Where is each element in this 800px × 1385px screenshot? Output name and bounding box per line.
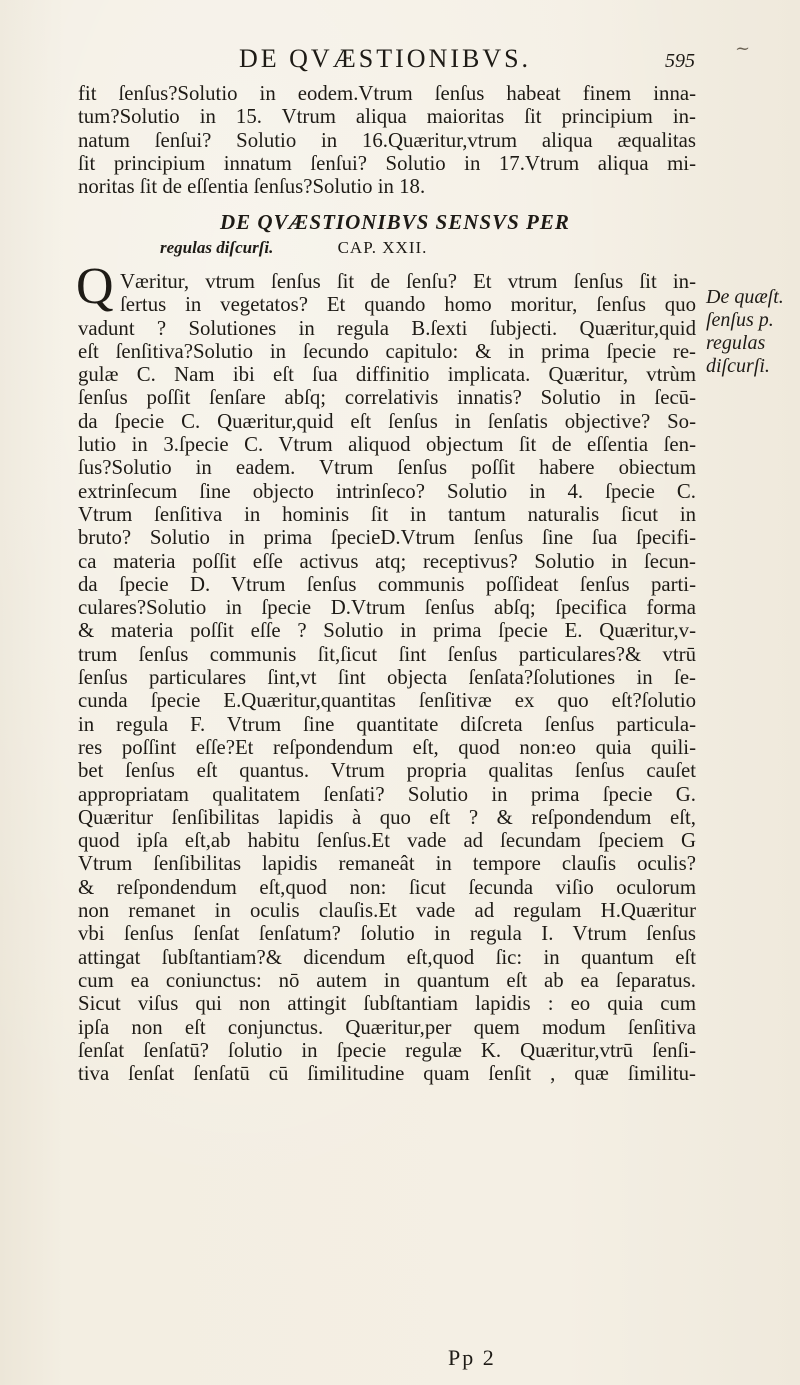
main-line: culares?Solutio in ſpecie D.Vtrum ſenſus abſq; ſpecifica forma xyxy=(78,596,696,620)
main-line: ſertus in vegetatos? Et quando homo moritur, ſenſus quo xyxy=(120,293,696,317)
signature-mark: Pp 2 xyxy=(448,1345,496,1370)
chapter-subtitle-line xyxy=(150,235,650,260)
drop-initial: Q xyxy=(76,258,114,315)
chapter-title: DE QVÆSTIONIBVS SENSVS PER xyxy=(220,210,570,234)
main-line: quod ipſa eſt,ab habitu ſenſus.Et vade ad ſecundam ſpeciem G xyxy=(78,829,696,853)
main-line: vadunt ? Solutiones in regula B.ſexti ſubjecti. Quæritur,quid xyxy=(78,316,696,340)
main-line: & reſpondendum eſt,quod non: ſicut ſecunda viſio oculorum xyxy=(78,875,696,899)
corner-mark: ~ xyxy=(735,38,751,59)
main-line: ſenſat ſenſatū? ſolutio in ſpecie regulæ K. Quæritur,vtrū ſenſi- xyxy=(78,1038,696,1062)
main-line: trum ſenſus communis ſit,ſicut ſint ſenſus particulares?& vtrū xyxy=(78,642,696,666)
main-line: bet ſenſus eſt quantus. Vtrum propria qualitas ſenſus cauſet xyxy=(78,759,696,783)
main-line: Vtrum ſenſitiva in hominis ſit in tantum naturalis ſicut in xyxy=(78,502,696,526)
main-line: da ſpecie C. Quæritur,quid eſt ſenſus in ſenſatis objective? So- xyxy=(78,409,696,433)
intro-paragraph xyxy=(78,82,696,198)
main-line: tiva ſenſat ſenſatū cū ſimilitudine quam ſenſit , quæ ſimilitu- xyxy=(78,1062,696,1086)
main-line: Vtrum ſenſibilitas lapidis remaneât in tempore clauſis oculis? xyxy=(78,852,696,876)
main-line: ſenſus poſſit ſenſare abſq; correlativis innatis? Solutio in ſecū- xyxy=(78,386,696,410)
marginal-note-line: De quæſt. xyxy=(706,286,784,308)
main-line: Sicut viſus qui non attingit ſubſtantiam lapidis : eo quia cum xyxy=(78,992,696,1016)
marginal-note-line: diſcurſi. xyxy=(706,355,770,377)
main-line: ſus?Solutio in eadem. Vtrum ſenſus poſſit habere obiectum xyxy=(78,456,696,480)
main-line: Quæritur ſenſibilitas lapidis à quo eſt ? & reſpondendum eſt, xyxy=(78,805,696,829)
chapter-number: CAP. XXII. xyxy=(337,238,428,257)
main-line: lutio in 3.ſpecie C. Vtrum aliquod objectum ſit de eſſentia ſen- xyxy=(78,433,696,457)
intro-line: natum ſenſui? Solutio in 16.Quæritur,vtrum aliqua æqualitas xyxy=(78,128,696,152)
marginal-note-line: regulas xyxy=(706,332,766,354)
chapter-heading xyxy=(150,210,650,260)
intro-line: ſit principium innatum ſenſui? Solutio in 17.Vtrum aliqua mi- xyxy=(78,151,696,175)
main-paragraph xyxy=(78,270,696,1085)
main-line: non remanet in oculis clauſis.Et vade ad regulam H.Quæritur xyxy=(78,899,696,923)
main-line: attingat ſubſtantiam?& dicendum eſt,quod ſic: in quantum eſt xyxy=(78,945,696,969)
main-line: da ſpecie D. Vtrum ſenſus communis poſſideat ſenſus parti- xyxy=(78,572,696,596)
main-line: & materia poſſit eſſe ? Solutio in prima ſpecie E. Quæritur,v- xyxy=(78,619,696,643)
main-line: in regula F. Vtrum ſine quantitate diſcreta ſenſus particula- xyxy=(78,712,696,736)
running-title: DE QVÆSTIONIBVS. xyxy=(238,44,532,73)
main-line: ſenſus particulares ſint,vt ſint objecta ſenſata?ſolutiones in ſe- xyxy=(78,666,696,690)
page-number: 595 xyxy=(665,50,695,72)
main-line: vbi ſenſus ſenſat ſenſatum? ſolutio in regula I. Vtrum ſenſus xyxy=(78,922,696,946)
main-line: gulæ C. Nam ibi eſt ſua diffinitio implicata. Quæritur, vtrùm xyxy=(78,363,696,387)
main-line: appropriatam qualitatem ſenſati? Solutio in prima ſpecie G. xyxy=(78,782,696,806)
chapter-subtitle: regulas diſcurſi. xyxy=(160,238,274,257)
main-line: eſt ſenſitiva?Solutio in ſecundo capitulo: & in prima ſpecie re- xyxy=(78,339,696,363)
intro-line: noritas ſit de eſſentia ſenſus?Solutio in 18. xyxy=(78,175,426,199)
intro-line: fit ſenſus?Solutio in eodem.Vtrum ſenſus habeat finem inna- xyxy=(78,82,696,105)
main-line: ipſa non eſt conjunctus. Quæritur,per quem modum ſenſitiva xyxy=(78,1015,696,1039)
intro-line: tum?Solutio in 15. Vtrum aliqua maioritas ſit principium in- xyxy=(78,105,696,129)
main-line: ca materia poſſit eſſe activus atq; receptivus? Solutio in ſecun- xyxy=(78,549,696,573)
main-line: cunda ſpecie E.Quæritur,quantitas ſenſitivæ ex quo eſt?ſolutio xyxy=(78,689,696,713)
marginal-note-line: ſenſus p. xyxy=(706,309,774,331)
main-line: Væritur, vtrum ſenſus ſit de ſenſu? Et vtrum ſenſus ſit in- xyxy=(120,270,696,293)
main-line: cum ea coniunctus: nō autem in quantum eſt ab ea ſeparatus. xyxy=(78,968,696,992)
marginal-note xyxy=(706,286,794,378)
main-line: res poſſint eſſe?Et reſpondendum eſt, quod non:eo quia quili- xyxy=(78,735,696,759)
main-line: bruto? Solutio in prima ſpecieD.Vtrum ſenſus ſine ſua ſpecifi- xyxy=(78,526,696,550)
main-line: extrinſecum ſine objecto intrinſeco? Solutio in 4. ſpecie C. xyxy=(78,479,696,503)
